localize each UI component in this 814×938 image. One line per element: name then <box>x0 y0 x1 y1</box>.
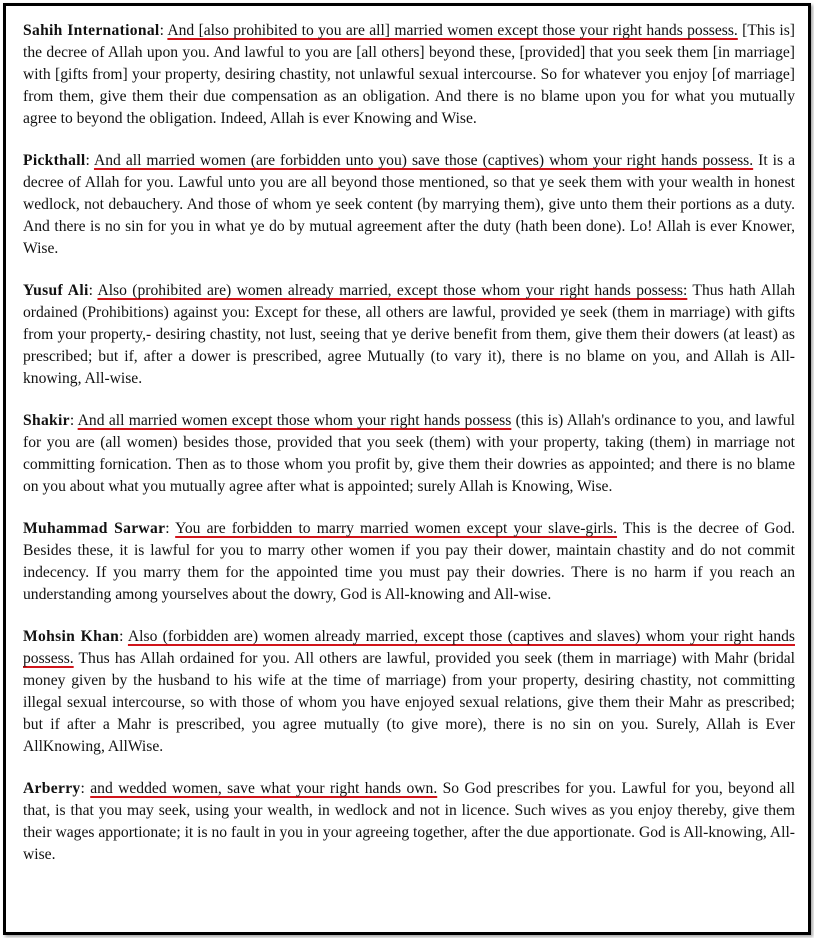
translation-text: This is the decree of God. Besides these, it is lawful for you to marry other women if you pay their dower, maintain chastity and do not commit indecency. If you marry them for the appointed time you must pay their dowries. There is no harm if you reach an understanding among yourselves about the dowry, God is All-knowing and All-wise. <box>23 520 796 603</box>
translation-entry-mohsin-khan <box>23 626 795 758</box>
separator: : <box>119 628 128 645</box>
translation-text: It is a decree of Allah for you. Lawful unto you are all beyond those mentioned, so that ye seek them with your wealth in honest wedlock, not debauchery. And those of whom ye seek content (by marrying them), give unto them their portions as a duty. And there is no sin for you in what ye do by mutual agreement after the duty (hath been done). Lo! Allah is ever Knower, Wise. <box>23 152 796 257</box>
highlighted-phrase: You are forbidden to marry married women except your slave-girls. <box>175 520 618 537</box>
translation-entry-pickthall <box>23 150 795 260</box>
separator: : <box>88 282 98 299</box>
translation-text: Thus hath Allah ordained (Prohibitions) against you: Except for these, all others are lawful, provided ye seek (them in marriage) with gifts from your property,- desiring chastity, not lust, seeing that ye derive benefit from them, give them their dowers (at least) as prescribed; but if, after a dower is prescribed, agree Mutually (to vary it), there is no blame on you, and Allah is All-knowing, All-wise. <box>23 282 795 387</box>
translator-name: Muhammad Sarwar <box>23 520 166 537</box>
translations-list <box>23 20 795 886</box>
highlighted-phrase: And all married women except those whom your right hands possess <box>77 412 512 429</box>
document-frame <box>3 3 811 935</box>
separator: : <box>165 520 176 537</box>
translator-name: Mohsin Khan <box>23 628 120 645</box>
highlighted-phrase: Also (prohibited are) women already married, except those whom your right hands possess: <box>97 282 688 299</box>
highlighted-phrase: and wedded women, save what your right hands own. <box>90 780 438 797</box>
translation-entry-shakir <box>23 410 795 498</box>
translation-text: [This is] the decree of Allah upon you. And lawful to you are [all others] beyond these, [provided] that you seek them [in marriage] with [gifts from] your property, desiring chastity, not unlawful sexual intercourse. So for whatever you enjoy [of marriage] from them, give them their due compensation as an obligation. And there is no blame upon you for what you mutually agree to beyond the obligation. Indeed, Allah is ever Knowing and Wise. <box>23 22 795 127</box>
translation-entry-muhammad-sarwar <box>23 518 795 606</box>
highlighted-phrase: And all married women (are forbidden unto you) save those (captives) whom your right hands possess. <box>93 152 754 169</box>
translator-name: Sahih International <box>23 22 160 39</box>
translation-text: Thus has Allah ordained for you. All others are lawful, provided you seek (them in marriage) with Mahr (bridal money given by the husband to his wife at the time of marriage) from your property, desiring chastity, not committing illegal sexual intercourse, so with those of whom you have enjoyed sexual relations, give them their Mahr as prescribed; but if after a Mahr is prescribed, you agree mutually (to give more), there is no sin on you. Surely, Allah is Ever AllKnowing, AllWise. <box>23 650 795 755</box>
translation-entry-arberry <box>23 778 795 866</box>
translation-entry-yusuf-ali <box>23 280 795 390</box>
translator-name: Arberry <box>23 780 81 797</box>
translation-text: So God prescribes for you. Lawful for you, beyond all that, is that you may seek, using your wealth, in wedlock and not in licence. Such wives as you enjoy thereby, give them their wages apportionate; it is no fault in you in your agreeing together, after the due apportionate. God is All-knowing, All-wise. <box>23 780 795 863</box>
separator: : <box>80 780 91 797</box>
separator: : <box>85 152 94 169</box>
highlighted-phrase: And [also prohibited to you are all] married women except those your right hands possess. <box>167 22 738 39</box>
translator-name: Shakir <box>23 412 70 429</box>
translation-entry-sahih-international <box>23 20 795 130</box>
translator-name: Pickthall <box>23 152 86 169</box>
translation-text: (this is) Allah's ordinance to you, and lawful for you are (all women) besides those, provided that you seek (them) with your property, taking (them) in marriage not committing fornication. Then as to those whom you profit by, give them their dowries as appointed; and there is no blame on you about what you mutually agree after what is appointed; surely Allah is Knowing, Wise. <box>23 412 795 495</box>
separator: : <box>159 22 168 39</box>
separator: : <box>69 412 78 429</box>
translator-name: Yusuf Ali <box>23 282 89 299</box>
highlighted-phrase: Also (forbidden are) women already married, except those (captives and slaves) whom your right hands possess. <box>23 628 795 667</box>
